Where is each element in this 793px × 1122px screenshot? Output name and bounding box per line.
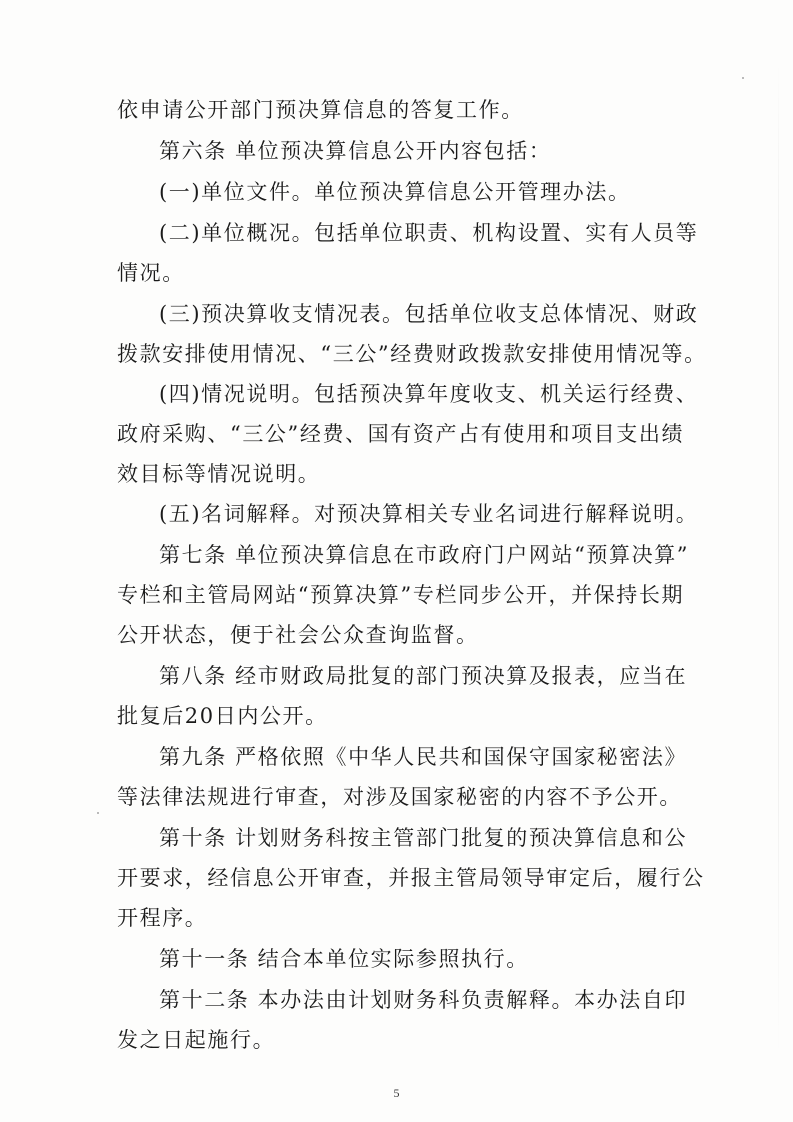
article-11: 第十一条 结合本单位实际参照执行。 (159, 947, 529, 971)
article-6-item-1: (一)单位文件。单位预决算信息公开管理办法。 (159, 180, 631, 204)
article-12: 第十二条 本办法由计划财务科负责解释。本办法自印 (159, 988, 688, 1012)
scan-speck (742, 77, 744, 79)
article-12-cont: 发之日起施行。 (117, 1028, 276, 1052)
article-10-cont: 开程序。 (117, 906, 208, 930)
article-6-item-3: (三)预决算收支情况表。包括单位收支总体情况、财政 (159, 302, 699, 326)
text-line-continuation: 依申请公开部门预决算信息的答复工作。 (117, 98, 524, 122)
article-6-item-4: (四)情况说明。包括预决算年度收支、机关运行经费、 (159, 382, 699, 406)
scan-edge-shadow (778, 60, 779, 1060)
article-6-item-5: (五)名词解释。对预决算相关专业名词进行解释说明。 (159, 502, 699, 526)
article-9-cont: 等法律法规进行审查，对涉及国家秘密的内容不予公开。 (117, 785, 682, 809)
article-10: 第十条 计划财务科按主管部门批复的预决算信息和公 (159, 826, 688, 850)
article-9: 第九条 严格依照《中华人民共和国保守国家秘密法》 (159, 745, 688, 769)
article-8: 第八条 经市财政局批复的部门预决算及报表，应当在 (159, 664, 688, 688)
scan-speck (97, 812, 99, 814)
article-6-item-2-cont: 情况。 (117, 261, 185, 285)
article-7-cont: 公开状态，便于社会公众查询监督。 (117, 623, 479, 647)
article-6-item-4-cont: 政府采购、“三公”经费、国有资产占有使用和项目支出绩 (117, 422, 685, 446)
page-number: 5 (393, 1086, 400, 1100)
article-10-cont: 开要求，经信息公开审查，并报主管局领导审定后，履行公 (117, 866, 705, 890)
article-6-item-3-cont: 拨款安排使用情况、“三公”经费财政拨款安排使用情况等。 (117, 342, 707, 366)
article-7-cont: 专栏和主管局网站“预算决算”专栏同步公开，并保持长期 (117, 583, 685, 607)
article-6-item-4-cont: 效目标等情况说明。 (117, 462, 321, 486)
article-6-heading: 第六条 单位预决算信息公开内容包括： (159, 139, 552, 163)
article-8-cont: 批复后20日内公开。 (117, 704, 328, 728)
article-6-item-2: (二)单位概况。包括单位职责、机构设置、实有人员等 (159, 221, 699, 245)
article-7: 第七条 单位预决算信息在市政府门户网站“预算决算” (159, 543, 690, 567)
